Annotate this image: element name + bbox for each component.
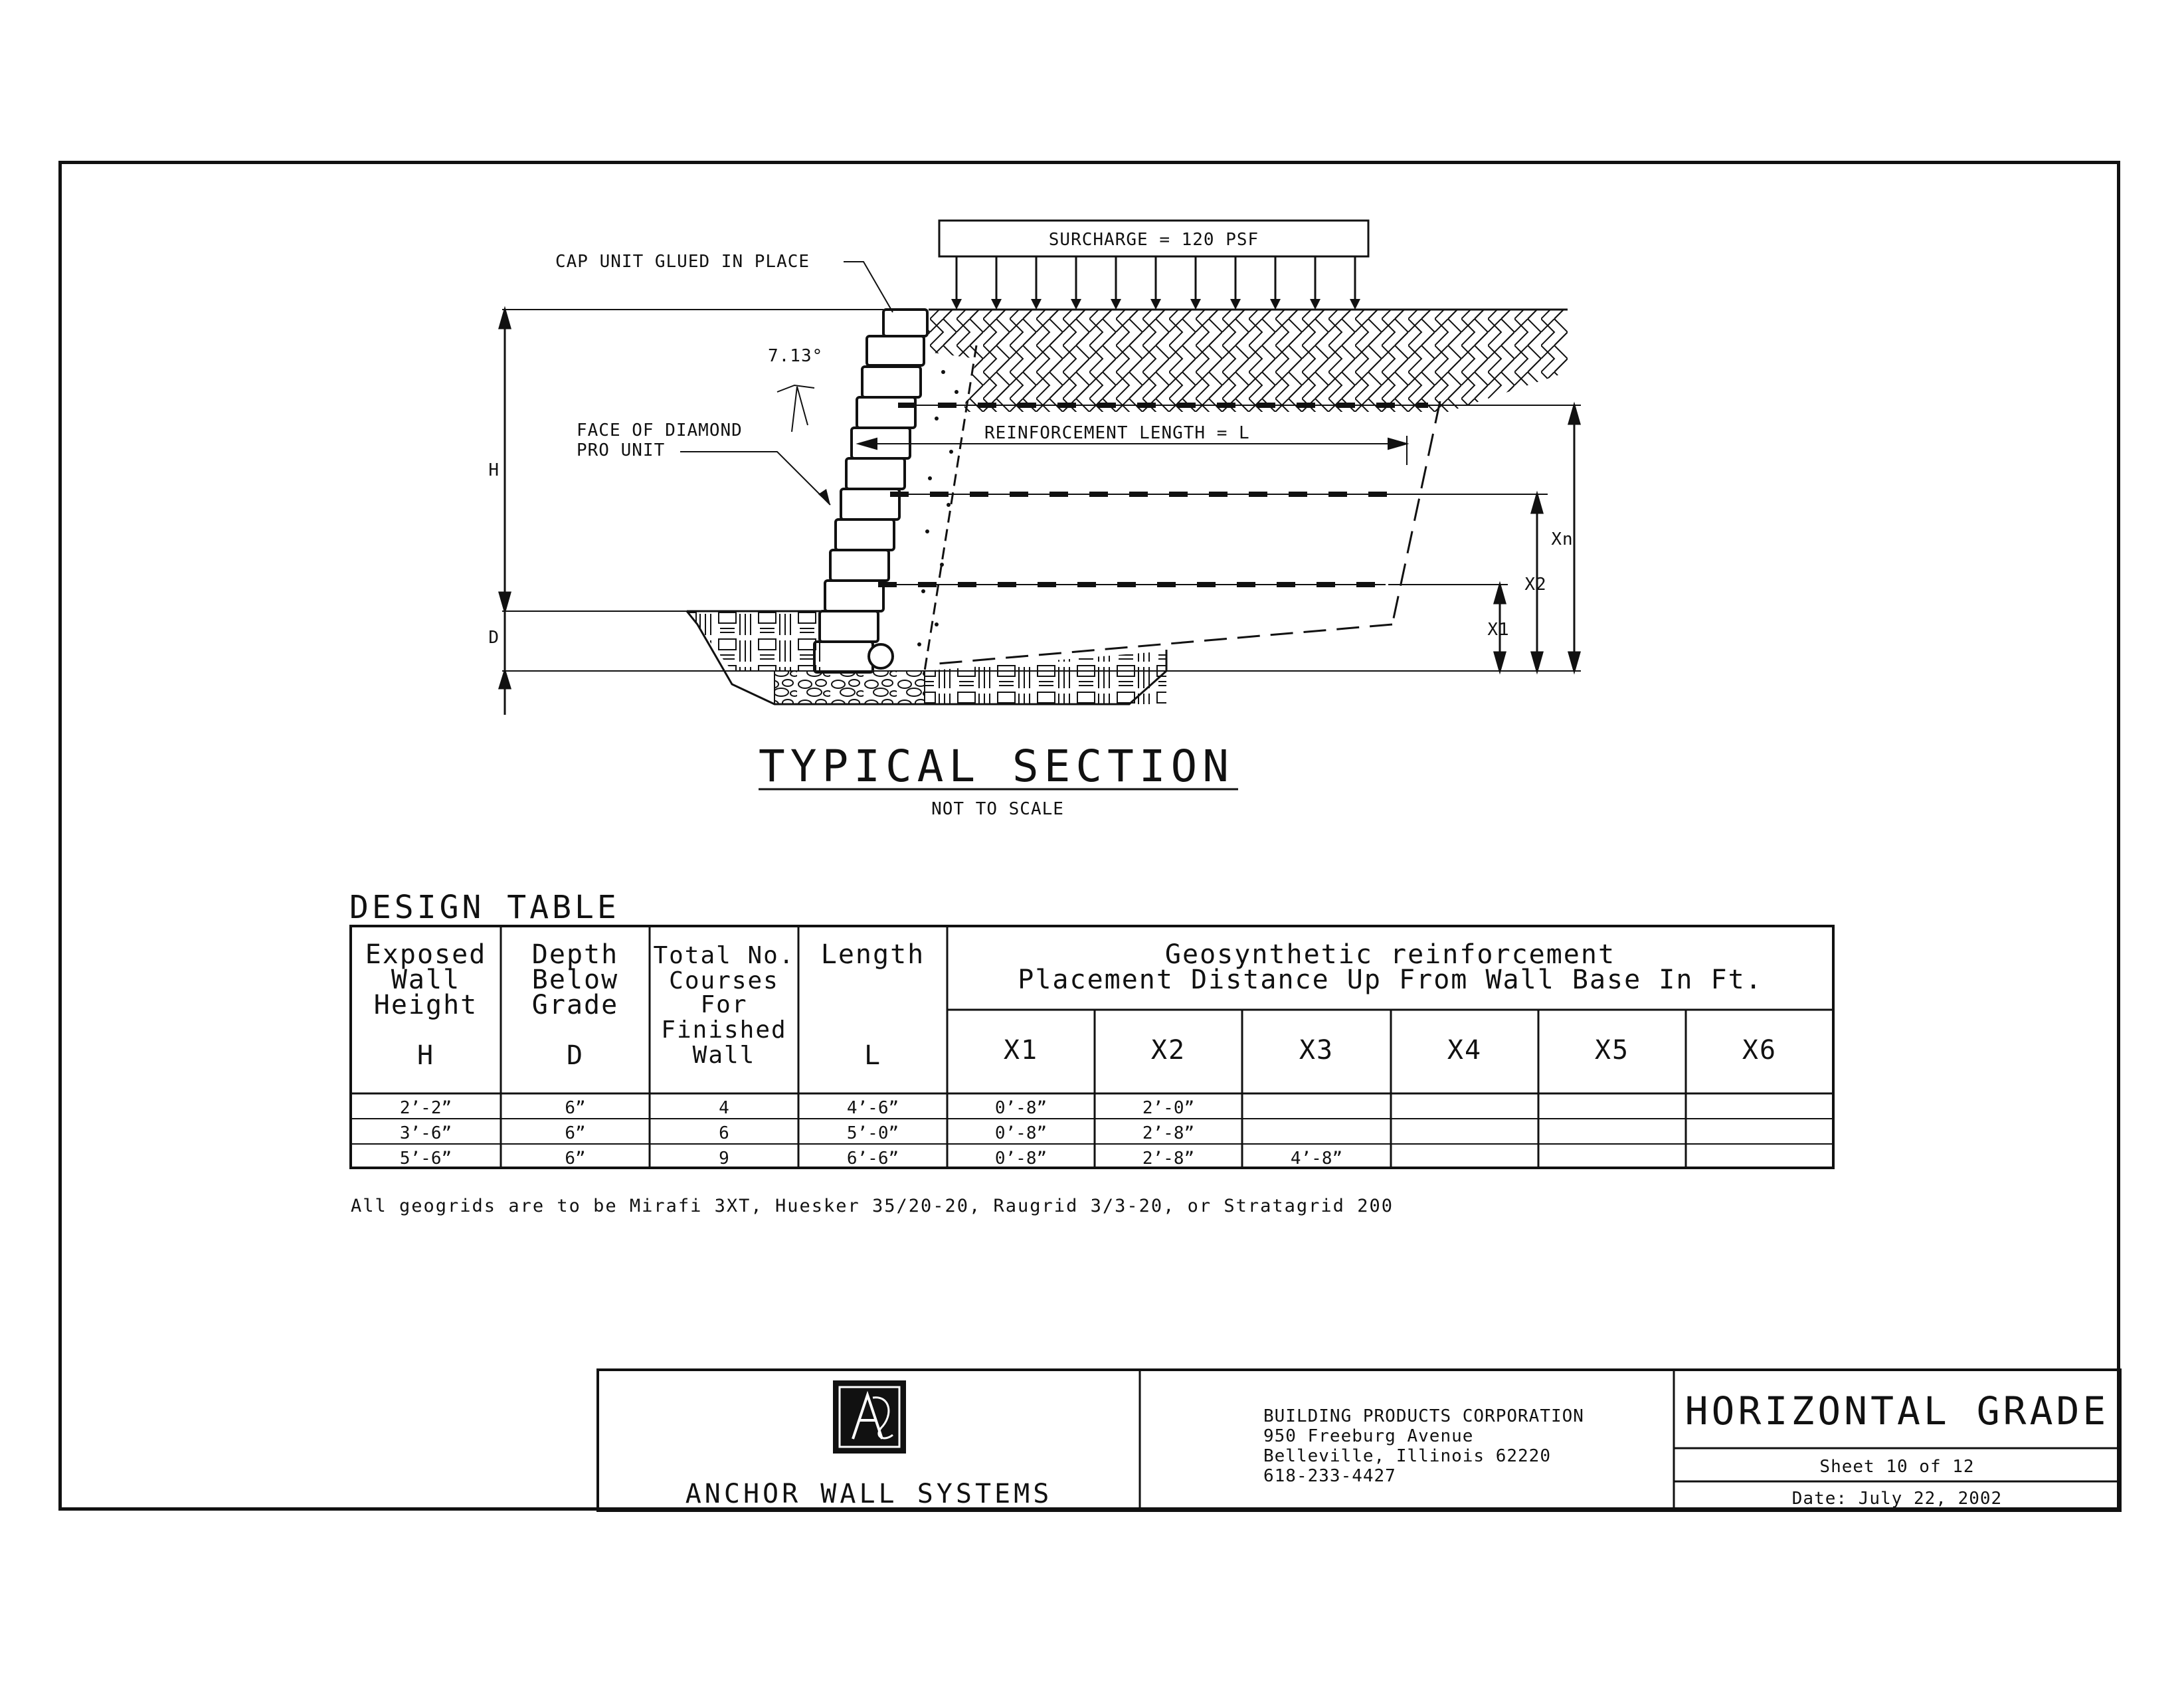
hdr-depth: Depth: [531, 939, 619, 970]
wall-blocks: [814, 310, 927, 672]
hdr-grade: Grade: [531, 990, 619, 1020]
corp-line-4: 618-233-4427: [1263, 1466, 1396, 1486]
cell-length: 6’-6”: [846, 1149, 899, 1169]
hdr-wall: Wall: [391, 965, 461, 995]
batter-angle-label: 7.13°: [768, 346, 824, 366]
hdr-placement: Placement Distance Up From Wall Base In Ft.: [1018, 965, 1763, 995]
reinforcement-length-label: REINFORCEMENT LENGTH = L: [984, 423, 1250, 443]
sheet-number: Sheet 10 of 12: [1819, 1457, 1975, 1477]
hdr-finished: Finished: [661, 1016, 787, 1044]
x-col-header: X1: [1003, 1035, 1039, 1066]
design-table-title: DESIGN TABLE: [349, 889, 620, 926]
surcharge-box: [939, 221, 1368, 256]
dim-x1-label: X1: [1487, 620, 1510, 640]
face-unit-arrowhead: [818, 489, 830, 505]
drawing-date: Date: July 22, 2002: [1791, 1489, 2003, 1509]
face-unit-label-line1: FACE OF DIAMOND: [577, 421, 743, 440]
cell-x3: 4’-8”: [1290, 1149, 1343, 1169]
leveling-pad-gravel: [774, 671, 925, 704]
face-unit-leader: [680, 452, 830, 505]
hdr-for: For: [700, 991, 748, 1018]
cell-x1: 0’-8”: [994, 1098, 1047, 1118]
hdr-geosynthetic: Geosynthetic reinforcement: [1164, 939, 1616, 970]
anchor-logo: [833, 1380, 906, 1454]
cap-unit-label: CAP UNIT GLUED IN PLACE: [555, 252, 810, 272]
table-row: [400, 1098, 1194, 1118]
cell-x1: 0’-8”: [994, 1123, 1047, 1143]
cell-courses: 4: [719, 1098, 729, 1118]
x-col-header: X4: [1447, 1035, 1483, 1066]
cell-length: 5’-0”: [846, 1123, 899, 1143]
corp-line-3: Belleville, Illinois 62220: [1263, 1446, 1551, 1466]
surcharge-arrowheads: [951, 299, 1360, 310]
cell-d: 6”: [565, 1098, 586, 1118]
hdr-l-symbol: L: [864, 1040, 882, 1071]
drainage-aggregate-dots: [917, 370, 958, 646]
cell-d: 6”: [565, 1123, 586, 1143]
dim-x2-label: X2: [1524, 575, 1547, 595]
hdr-height: Height: [373, 990, 478, 1020]
cell-h: 5’-6”: [399, 1149, 452, 1169]
hdr-d-symbol: D: [566, 1040, 585, 1071]
cell-x2: 2’-8”: [1142, 1123, 1195, 1143]
hdr-wall-2: Wall: [692, 1042, 756, 1069]
cell-courses: 6: [719, 1123, 729, 1143]
table-row: [400, 1149, 1342, 1169]
dim-xn-label: Xn: [1551, 529, 1574, 549]
x-col-header: X6: [1742, 1035, 1777, 1066]
corporation-address: [1263, 1406, 1584, 1486]
x-col-header: X5: [1594, 1035, 1630, 1066]
hdr-length: Length: [820, 939, 925, 970]
x-col-header: X2: [1150, 1035, 1186, 1066]
dim-h-label: H: [488, 460, 500, 480]
cell-courses: 9: [719, 1149, 729, 1169]
cell-d: 6”: [565, 1149, 586, 1169]
cell-x2: 2’-0”: [1142, 1098, 1195, 1118]
cell-h: 3’-6”: [399, 1123, 452, 1143]
retained-soil-hatch: [929, 310, 1568, 412]
section-subtitle: NOT TO SCALE: [931, 799, 1064, 819]
cell-x2: 2’-8”: [1142, 1149, 1195, 1169]
surcharge-label: SURCHARGE = 120 PSF: [1048, 230, 1259, 250]
table-row: [400, 1123, 1194, 1143]
design-table-header: [365, 939, 1763, 1071]
company-name: ANCHOR WALL SYSTEMS: [685, 1479, 1053, 1509]
corp-line-1: BUILDING PRODUCTS CORPORATION: [1263, 1406, 1584, 1426]
face-unit-label-line2: PRO UNIT: [577, 440, 666, 460]
hdr-total-no: Total No.: [653, 942, 795, 969]
corp-line-2: 950 Freeburg Avenue: [1263, 1426, 1474, 1446]
cell-h: 2’-2”: [399, 1098, 452, 1118]
geogrid-note: All geogrids are to be Mirafi 3XT, Huesker 35/20-20, Raugrid 3/3-20, or Stratagrid 200: [351, 1196, 1394, 1216]
height-dimension: [500, 310, 510, 715]
drain-pipe: [869, 644, 893, 668]
cap-unit-leader: [844, 262, 893, 312]
hdr-courses: Courses: [669, 967, 779, 994]
dim-d-label: D: [488, 628, 500, 648]
rear-soil-hatch: [925, 651, 1166, 704]
section-title: TYPICAL SECTION: [759, 741, 1235, 792]
hdr-exposed: Exposed: [365, 939, 487, 970]
hdr-below: Below: [531, 965, 619, 995]
batter-angle-arc: [777, 385, 814, 432]
cell-length: 4’-6”: [846, 1098, 899, 1118]
hdr-h-symbol: H: [416, 1040, 435, 1071]
x-col-header: X3: [1299, 1035, 1334, 1066]
drawing-title: HORIZONTAL GRADE: [1684, 1388, 2110, 1434]
cell-x1: 0’-8”: [994, 1149, 1047, 1169]
